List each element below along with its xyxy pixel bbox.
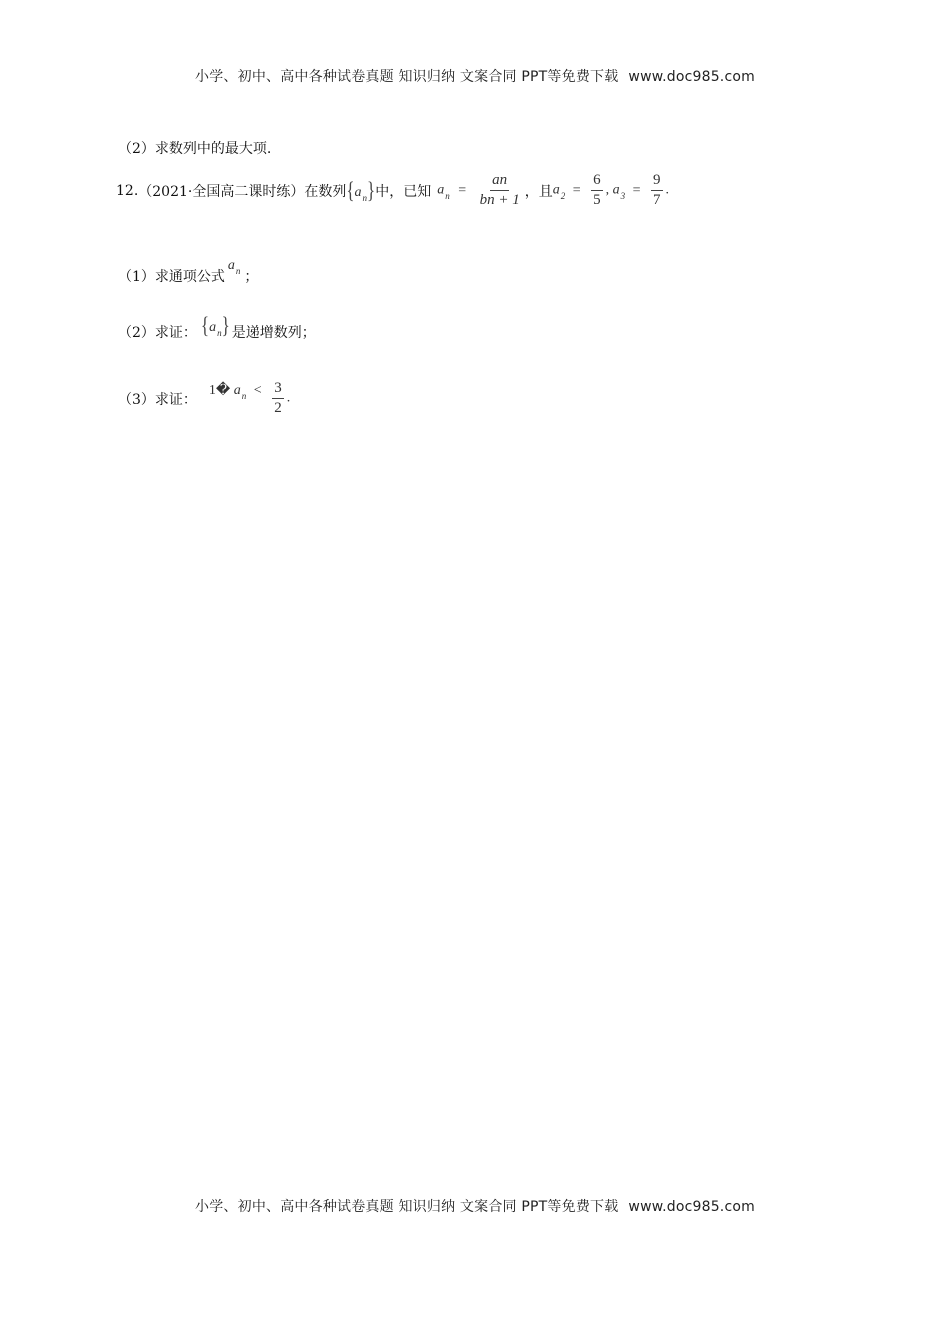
part-2-label: （2）求证：: [118, 325, 197, 341]
problem-statement: [116, 172, 669, 209]
problem-text-a: 在数列: [304, 183, 347, 200]
previous-part: [118, 138, 271, 158]
footer-text: 小学、初中、高中各种试卷真题 知识归纳 文案合同 PPT等免费下载: [195, 1199, 619, 1215]
header-text: 小学、初中、高中各种试卷真题 知识归纳 文案合同 PPT等免费下载: [195, 69, 619, 85]
problem-source: （2021·全国高二课时练）: [138, 183, 305, 200]
sequence-symbol: $\{a_n\}$: [346, 177, 376, 203]
part-3-label: （3）求证：: [118, 391, 197, 408]
problem-number: 12.: [116, 182, 139, 199]
part-1-label: （1）求通项公式: [118, 269, 225, 285]
general-term-symbol: $a_n$: [227, 258, 241, 276]
part-2-end: 是递增数列；: [231, 325, 316, 341]
general-term-formula: $a_n$ = $\frac{an}{bn + 1}$: [437, 172, 520, 208]
problem-text-b: 中，已知: [375, 183, 432, 200]
inequality-formula: 1� $a_n$ < $\frac{3}{2}$ .: [208, 380, 291, 416]
problem-text-c: ，且: [524, 183, 553, 200]
given-values-formula: $a_2$ = $\frac{6}{5}$ , $a_3$ = $\frac{9}{7}$ .: [552, 172, 670, 208]
part-3: [118, 380, 290, 417]
header-url[interactable]: www.doc985.com: [628, 69, 755, 85]
footer-url[interactable]: www.doc985.com: [628, 1199, 755, 1215]
part-1: [118, 258, 259, 286]
part-2: [118, 312, 316, 342]
page-header: [0, 66, 950, 86]
sequence-symbol: $\{a_n\}$: [200, 312, 230, 339]
previous-part-label: （2）求数列中的最大项.: [118, 141, 272, 157]
page-footer: [0, 1196, 950, 1216]
part-1-end: ；: [244, 269, 259, 285]
